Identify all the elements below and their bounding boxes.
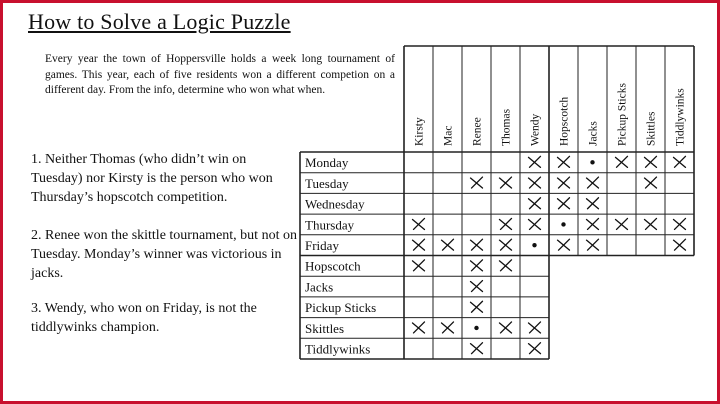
- column-label: Hopscotch: [558, 96, 571, 146]
- cross-mark: [442, 239, 454, 250]
- cross-mark: [674, 239, 686, 250]
- cross-mark: [587, 198, 599, 209]
- clue-2: 2. Renee won the skittle tournament, but not on Tuesday. Monday’s winner was victorious in jacks.: [31, 228, 297, 281]
- intro-paragraph: Every year the town of Hoppersville holds a week long tournament of games. This year, each of five residents won a different competion on a different day. From the info, determine who won what when.: [45, 53, 395, 96]
- column-label: Renee: [471, 117, 484, 146]
- cross-mark: [471, 239, 483, 250]
- row-label: Pickup Sticks: [305, 300, 377, 316]
- dot-mark: [561, 222, 565, 226]
- dot-mark: [532, 243, 536, 247]
- cross-mark: [529, 156, 541, 167]
- cross-mark: [587, 218, 599, 229]
- cross-mark: [616, 218, 628, 229]
- clue-1: 1. Neither Thomas (who didn’t win on Tuesday) nor Kirsty is the person who won Thursday’s hopscotch competition.: [31, 152, 273, 205]
- column-label: Thomas: [500, 108, 513, 146]
- cross-mark: [500, 218, 512, 229]
- cross-mark: [587, 177, 599, 188]
- cross-mark: [413, 239, 425, 250]
- cross-mark: [500, 239, 512, 250]
- cross-mark: [558, 177, 570, 188]
- cross-mark: [529, 218, 541, 229]
- column-label: Jacks: [587, 121, 600, 146]
- cross-mark: [529, 177, 541, 188]
- cross-mark: [413, 322, 425, 333]
- cross-mark: [558, 198, 570, 209]
- row-label: Friday: [305, 238, 339, 253]
- cross-mark: [471, 281, 483, 292]
- cross-mark: [529, 343, 541, 354]
- cross-mark: [558, 239, 570, 250]
- page-title: How to Solve a Logic Puzzle: [28, 9, 291, 34]
- clue-3: 3. Wendy, who won on Friday, is not the tiddlywinks champion.: [31, 301, 257, 335]
- row-label: Thursday: [305, 217, 355, 233]
- cross-mark: [500, 260, 512, 271]
- dot-mark: [590, 160, 594, 164]
- cross-mark: [587, 239, 599, 250]
- cross-mark: [529, 198, 541, 209]
- cross-mark: [645, 156, 657, 167]
- cross-mark: [558, 156, 570, 167]
- cross-mark: [616, 156, 628, 167]
- cross-mark: [471, 260, 483, 271]
- cross-mark: [471, 177, 483, 188]
- cross-mark: [674, 218, 686, 229]
- cross-mark: [674, 156, 686, 167]
- cross-mark: [500, 177, 512, 188]
- column-label: Skittles: [645, 111, 658, 146]
- cross-mark: [500, 322, 512, 333]
- row-label: Jacks: [305, 279, 334, 295]
- cross-mark: [471, 301, 483, 312]
- column-label: Tiddlywinks: [674, 88, 687, 146]
- row-label: Hopscotch: [305, 258, 361, 274]
- cross-mark: [442, 322, 454, 333]
- row-label: Skittles: [305, 320, 345, 336]
- dot-mark: [474, 326, 478, 330]
- row-label: Monday: [305, 155, 349, 171]
- column-label: Kirsty: [413, 117, 426, 146]
- row-label: Tuesday: [305, 175, 349, 191]
- row-label: Tiddlywinks: [305, 341, 371, 357]
- cross-mark: [645, 218, 657, 229]
- cross-mark: [645, 177, 657, 188]
- cross-mark: [413, 218, 425, 229]
- cross-mark: [471, 343, 483, 354]
- row-label: Wednesday: [305, 196, 365, 212]
- column-label: Mac: [442, 125, 455, 146]
- cross-mark: [413, 260, 425, 271]
- column-label: Pickup Sticks: [616, 83, 629, 146]
- column-label: Wendy: [529, 113, 542, 146]
- cross-mark: [529, 322, 541, 333]
